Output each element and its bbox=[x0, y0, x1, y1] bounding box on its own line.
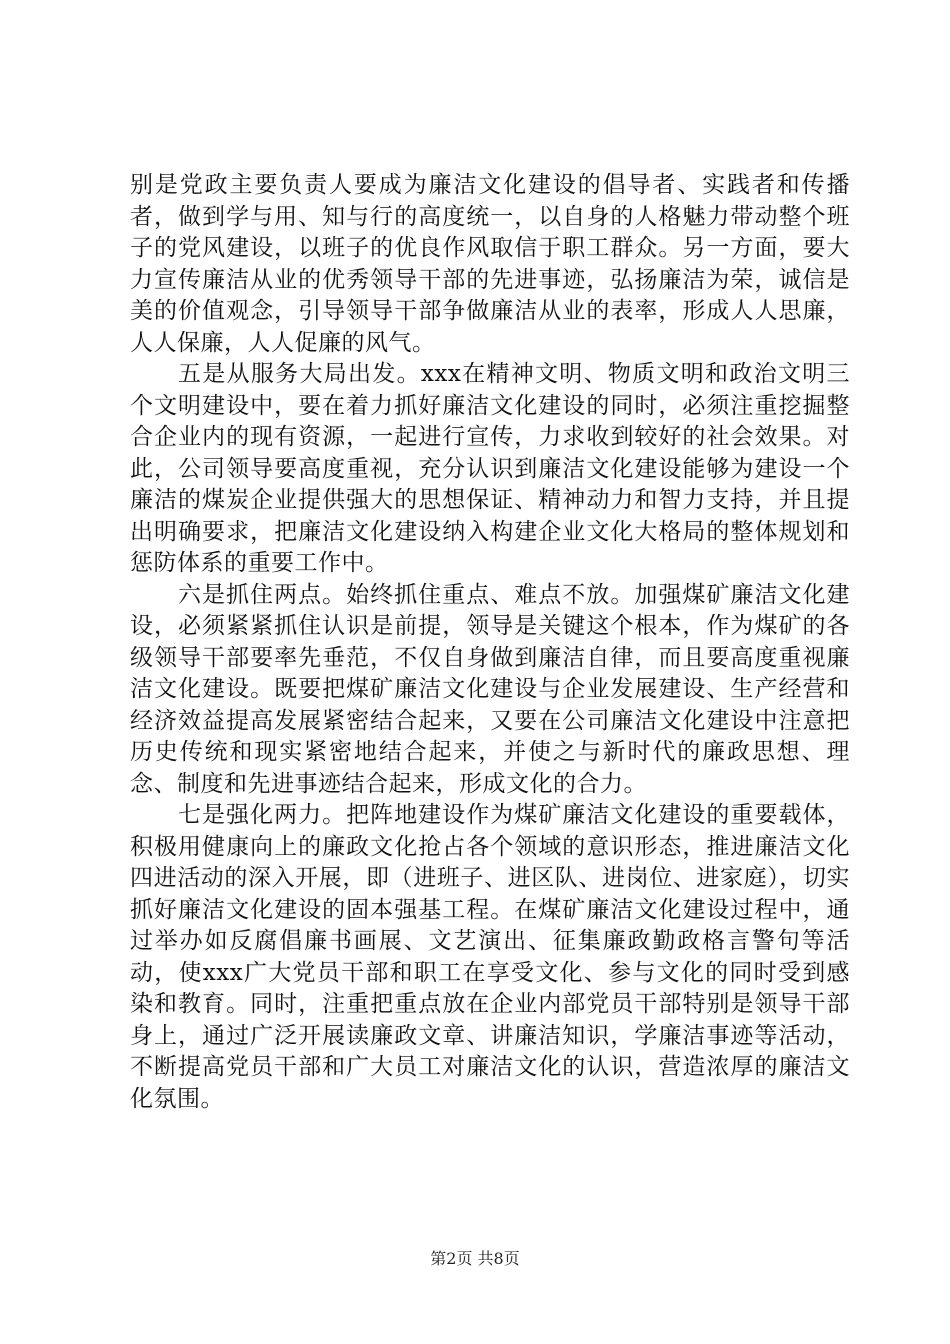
document-body bbox=[130, 170, 850, 1115]
page-number-footer: 第2页 共8页 bbox=[430, 1249, 520, 1268]
paragraph-1: 别是党政主要负责人要成为廉洁文化建设的倡导者、实践者和传播者，做到学与用、知与行的高度统一，以自身的人格魅力带动整个班子的党风建设，以班子的优良作风取信于职工群众。另一方面，要大力宣传廉洁从业的优秀领导干部的先进事迹，弘扬廉洁为荣，诚信是美的价值观念，引导领导干部争做廉洁从业的表率，形成人人思廉，人人保廉，人人促廉的风气。 bbox=[130, 172, 850, 356]
paragraph-2: 五是从服务大局出发。xxx在精神文明、物质文明和政治文明三个文明建设中，要在着力抓好廉洁文化建设的同时，必须注重挖掘整合企业内的现有资源，一起进行宣传，力求收到较好的社会效果。对此，公司领导要高度重视，充分认识到廉洁文化建设能够为建设一个廉洁的煤炭企业提供强大的思想保证、精神动力和智力支持，并且提出明确要求，把廉洁文化建设纳入构建企业文化大格局的整体规划和惩防体系的重要工作中。 bbox=[130, 361, 850, 576]
paragraph-4: 七是强化两力。把阵地建设作为煤矿廉洁文化建设的重要载体，积极用健康向上的廉政文化抢占各个领域的意识形态，推进廉洁文化四进活动的深入开展，即（进班子、进区队、进岗位、进家庭），切实抓好廉洁文化建设的固本强基工程。在煤矿廉洁文化建设过程中，通过举办如反腐倡廉书画展、文艺演出、征集廉政勤政格言警句等活动，使xxx广大党员干部和职工在享受文化、参与文化的同时受到感染和教育。同时，注重把重点放在企业内部党员干部特别是领导干部身上，通过广泛开展读廉政文章、讲廉洁知识，学廉洁事迹等活动，不断提高党员干部和广大员工对廉洁文化的认识，营造浓厚的廉洁文化氛围。 bbox=[130, 802, 850, 1112]
paragraph-3: 六是抓住两点。始终抓住重点、难点不放。加强煤矿廉洁文化建设，必须紧紧抓住认识是前提，领导是关键这个根本，作为煤矿的各级领导干部要率先垂范，不仅自身做到廉洁自律，而且要高度重视廉洁文化建设。既要把煤矿廉洁文化建设与企业发展建设、生产经营和经济效益提高发展紧密结合起来，又要在公司廉洁文化建设中注意把历史传统和现实紧密地结合起来，并使之与新时代的廉政思想、理念、制度和先进事迹结合起来，形成文化的合力。 bbox=[130, 581, 850, 797]
